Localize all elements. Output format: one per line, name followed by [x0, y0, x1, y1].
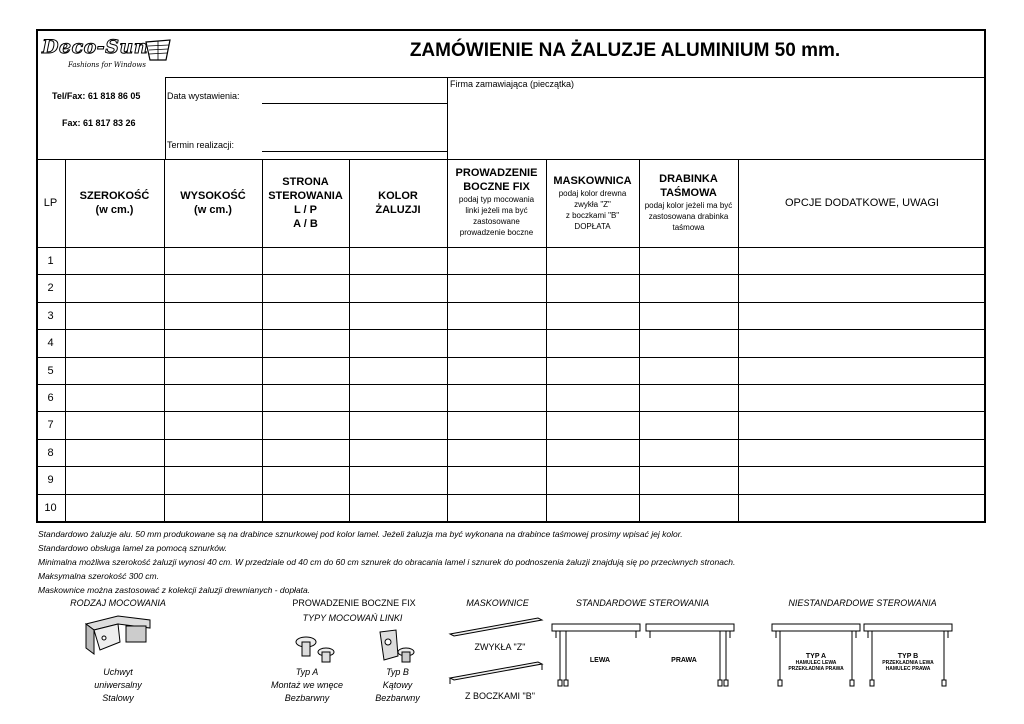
- fax-text: Fax: 61 817 83 26: [62, 118, 136, 128]
- fix-type-b-icon: [374, 626, 418, 668]
- col-header-control-side: STRONA STEROWANIA L / P A / B: [268, 176, 343, 230]
- section-valances: MASKOWNICE: [466, 598, 529, 608]
- note-line: Standardowo żaluzje alu. 50 mm produkowane są na drabince sznurkowej pod kolor lamel. Jeżeli żaluzja ma być wykonana na drabince taśmowej prosimy wpisać jej kolor.: [38, 529, 683, 539]
- issue-date-label: Data wystawienia:: [167, 91, 240, 101]
- note-line: Standardowo obsługa lamel za pomocą sznurków.: [38, 543, 227, 553]
- col-header-valance: MASKOWNICA podaj kolor drewna zwykła "Z" z boczkami "B" DOPŁATA: [553, 175, 632, 231]
- section-side-fix: PROWADZENIE BOCZNE FIX: [292, 598, 416, 608]
- fix-type-a-icon: [292, 628, 342, 666]
- valance-plain-icon: [446, 612, 546, 640]
- row-number: 7: [47, 419, 54, 431]
- note-line: Maskownice można zastosować z kolekcji żaluzji drewnianych - dopłata.: [38, 585, 311, 595]
- section-standard-control: STANDARDOWE STEROWANIA: [575, 598, 710, 608]
- row-divider: [36, 247, 986, 248]
- row-divider: [36, 357, 986, 358]
- section-fix-types: TYPY MOCOWAŃ LINKI: [302, 613, 403, 623]
- row-number: 6: [47, 392, 54, 404]
- header-divider: [165, 77, 985, 78]
- deadline-label: Termin realizacji:: [167, 140, 235, 150]
- row-number: 9: [47, 474, 54, 486]
- standard-left-label: LEWA: [589, 657, 611, 664]
- nonstandard-type-a-label: TYP A HAMULEC LEWA PRZEKŁADNIA PRAWA: [788, 653, 844, 672]
- row-divider: [36, 274, 986, 275]
- row-divider: [36, 384, 986, 385]
- fix-type-b-caption: Typ B Kątowy Bezbarwny: [375, 667, 420, 703]
- row-divider: [36, 466, 986, 467]
- fix-type-a-caption: Typ A Montaż we wnęce Bezbarwny: [270, 667, 344, 703]
- row-number: 5: [47, 365, 54, 377]
- issue-date-field[interactable]: [262, 103, 447, 104]
- section-mounting: RODZAJ MOCOWANIA: [70, 598, 166, 608]
- bracket-caption: Uchwyt uniwersalny Stalowy: [94, 667, 142, 703]
- row-divider: [36, 302, 986, 303]
- col-header-color: KOLOR ŻALUZJI: [375, 190, 421, 216]
- valance-plain-caption: ZWYKŁA "Z": [474, 642, 526, 652]
- logo-tagline: Fashions for Windows: [68, 61, 146, 69]
- col-line: [738, 159, 739, 523]
- nonstandard-type-b-label: TYP B PRZEKŁADNIA LEWA HAMULEC PRAWA: [882, 653, 934, 672]
- company-stamp-label: Firma zamawiająca (pieczątka): [450, 79, 575, 89]
- row-number: 1: [47, 255, 54, 267]
- row-number: 4: [47, 337, 54, 349]
- row-number: 3: [47, 310, 54, 322]
- col-header-height: WYSOKOŚĆ (w cm.): [180, 190, 246, 216]
- logo-brand: Deco-Sun: [42, 36, 149, 58]
- note-line: Maksymalna szerokość 300 cm.: [38, 571, 159, 581]
- row-divider: [36, 494, 986, 495]
- row-divider: [36, 439, 986, 440]
- col-header-side-fix: PROWADZENIE BOCZNE FIX podaj typ mocowania linki jeżeli ma być zastosowane prowadzenie boczne: [455, 167, 538, 237]
- page-title: ZAMÓWIENIE NA ŻALUZJE ALUMINIUM 50 mm.: [409, 40, 841, 61]
- section-nonstandard-control: NIESTANDARDOWE STEROWANIA: [788, 598, 937, 608]
- row-divider: [36, 411, 986, 412]
- row-number: 2: [47, 282, 54, 294]
- row-divider: [36, 329, 986, 330]
- row-number: 8: [47, 447, 54, 459]
- row-number: 10: [44, 502, 57, 514]
- telfax-text: Tel/Fax: 61 818 86 05: [52, 91, 141, 101]
- table-top-line: [36, 159, 986, 160]
- standard-right-label: PRAWA: [671, 657, 697, 664]
- deadline-field[interactable]: [262, 151, 447, 152]
- valance-sides-icon: [446, 656, 546, 686]
- col-header-lp: LP: [43, 197, 58, 209]
- note-line: Minimalna możliwa szerokość żaluzji wynosi 40 cm. W przedziale od 40 cm do 60 cm sznurek do obracania lamel i sznurek do podnoszenia żaluzji znajdują się po przeciwnych stronach.: [38, 557, 736, 567]
- col-header-tape-ladder: DRABINKA TAŚMOWA podaj kolor jeżeli ma być zastosowana drabinka taśmowa: [644, 173, 733, 232]
- col-header-options: OPCJE DODATKOWE, UWAGI: [784, 197, 939, 209]
- col-header-width: SZEROKOŚĆ (w cm.): [79, 190, 150, 216]
- bracket-icon: [78, 612, 158, 662]
- valance-sides-caption: Z BOCZKAMI "B": [465, 691, 535, 701]
- company-stamp-area[interactable]: [448, 90, 984, 158]
- divider: [165, 77, 166, 159]
